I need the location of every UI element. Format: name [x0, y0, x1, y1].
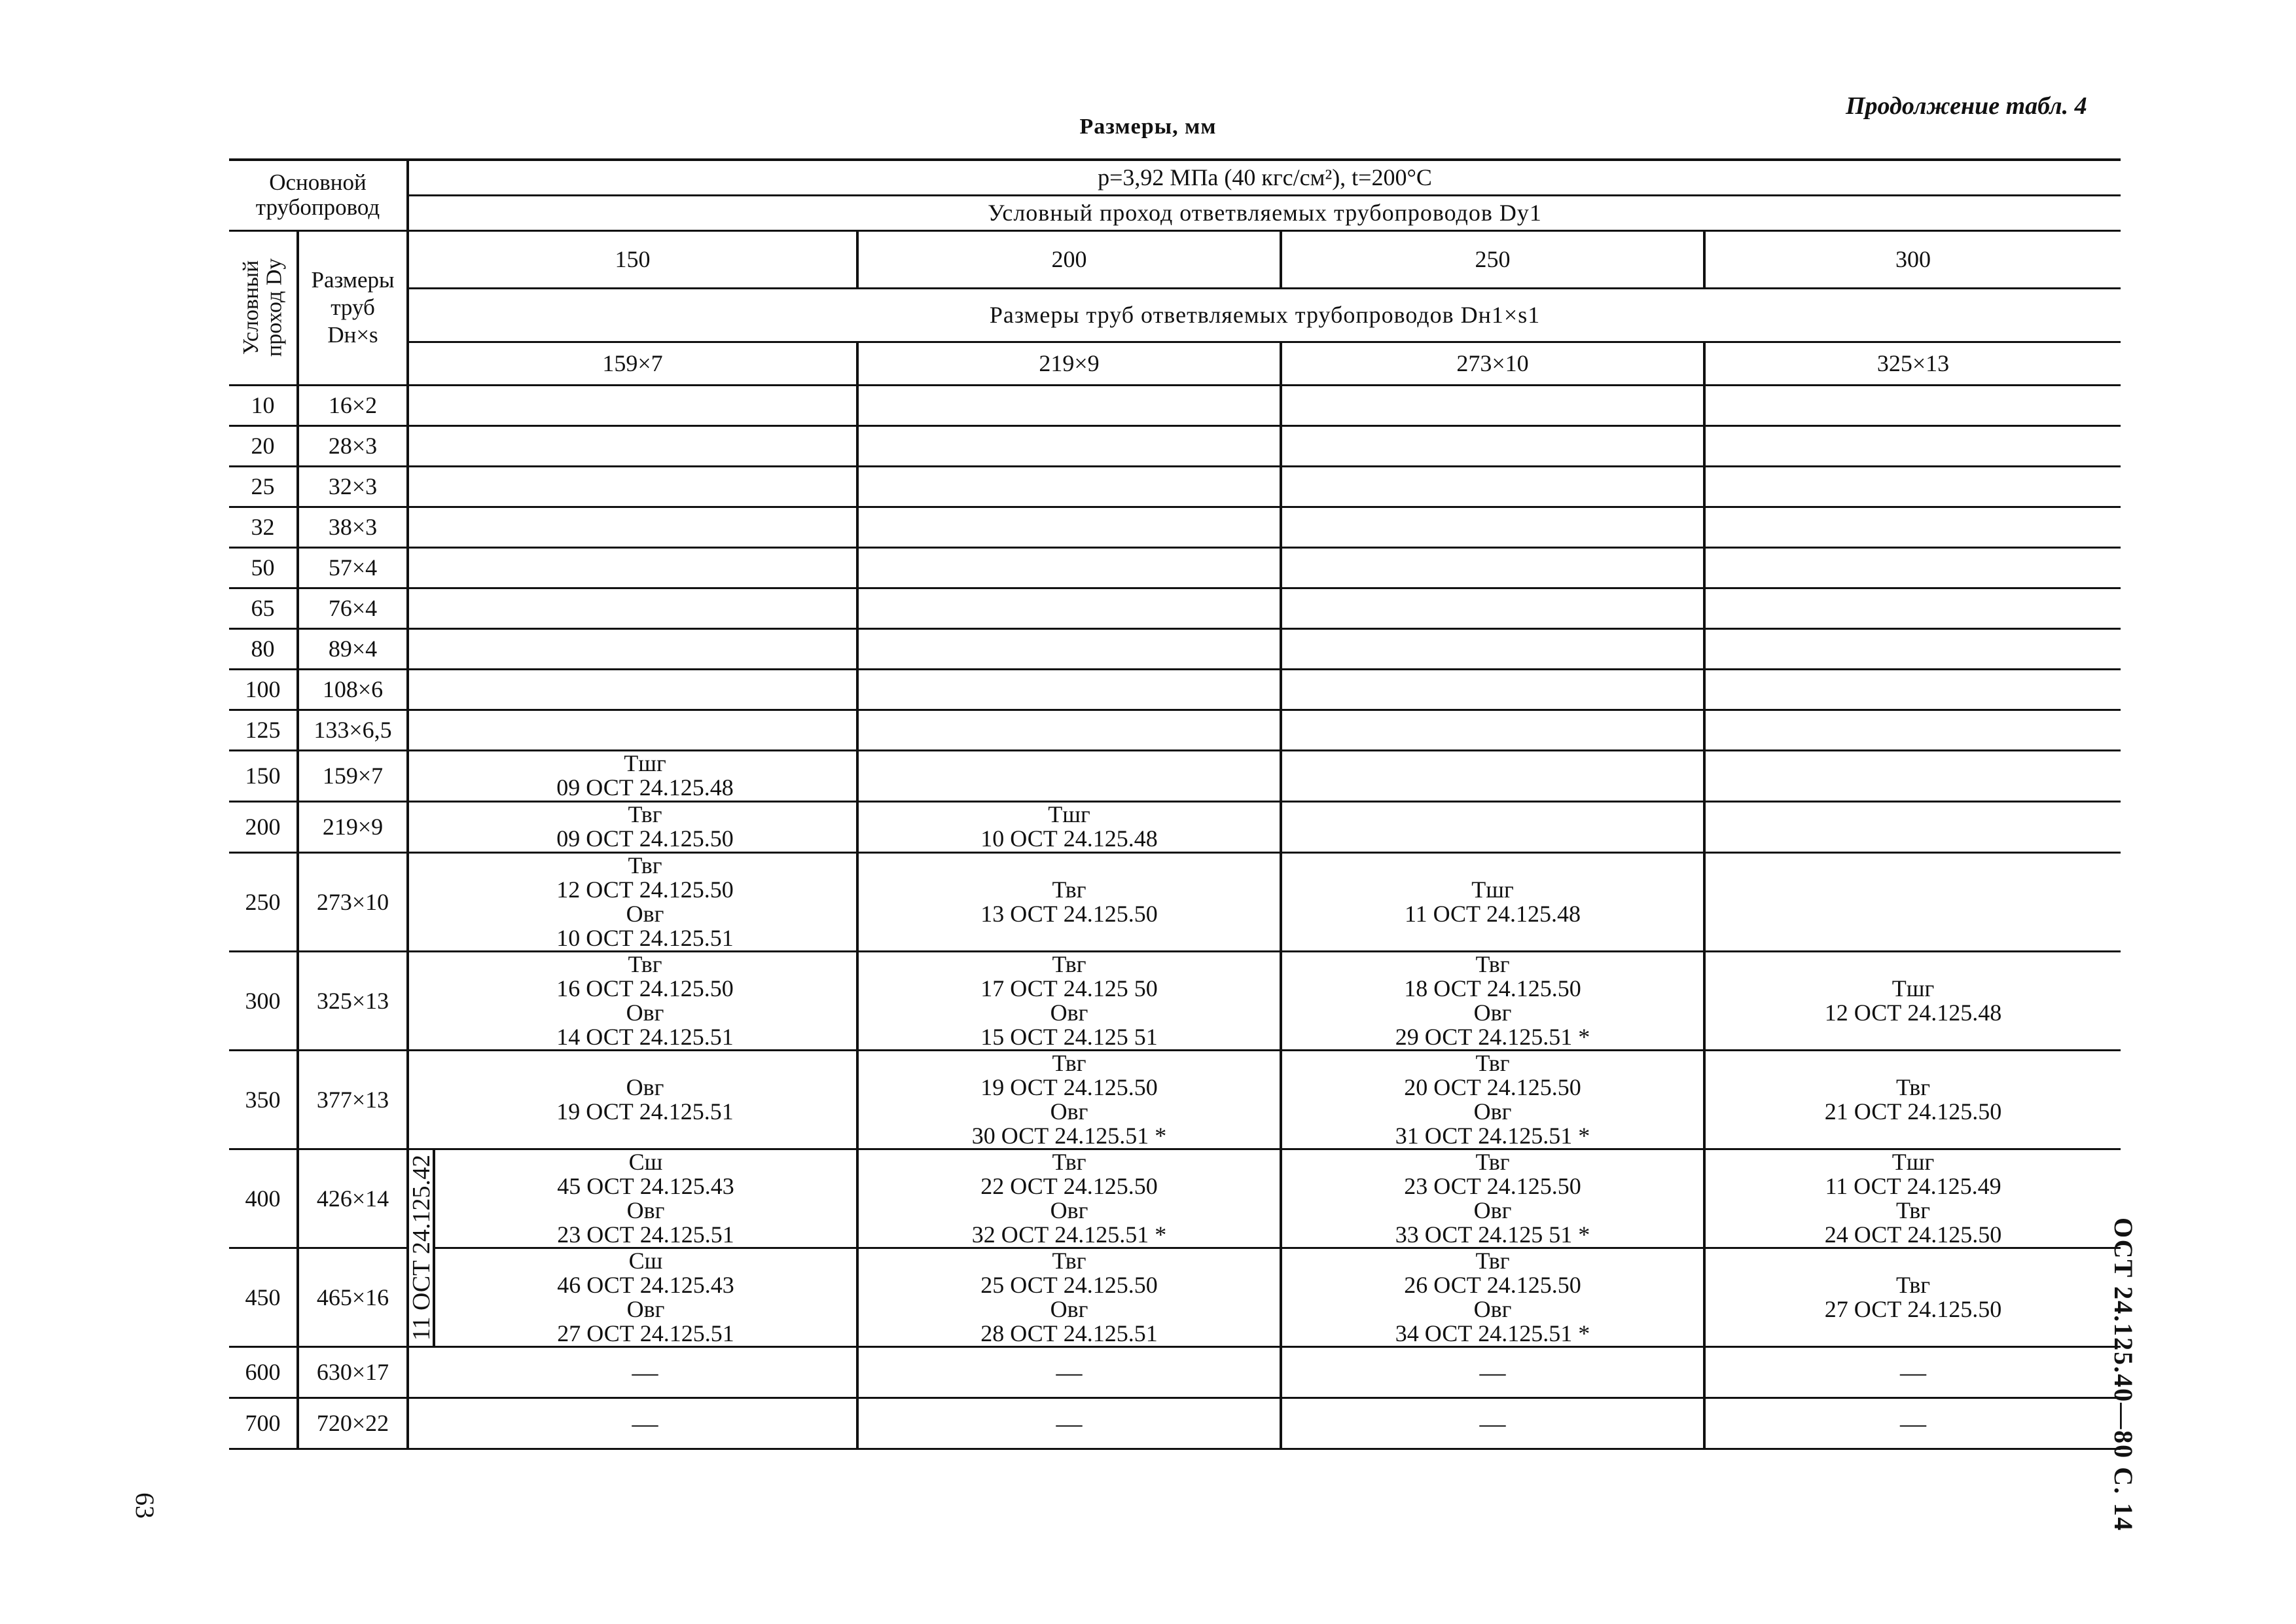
fitting-designation: 31 ОСТ 24.125.51 * — [1395, 1122, 1590, 1149]
fitting-designation: 12 ОСТ 24.125.50 — [556, 876, 734, 903]
row-nominal-bore: 20 — [229, 425, 298, 466]
fitting-designation: — — [1056, 1408, 1083, 1438]
fitting-type: Овг — [1473, 1295, 1512, 1322]
table-row — [229, 466, 2121, 507]
header-branch-sizes-label: Размеры труб ответвляемых трубопроводов Dн1×s1 — [989, 302, 1541, 328]
fitting-cell — [1704, 507, 2121, 547]
row-pipe-size: 89×4 — [298, 628, 408, 669]
fitting-cell — [1704, 385, 2121, 425]
header-pipe-325-label: 325×13 — [1876, 350, 1950, 376]
row-pipe-size: 465×16 — [298, 1248, 408, 1346]
header-main-pipeline — [229, 160, 408, 230]
row-pipe-size: 426×14 — [298, 1149, 408, 1248]
fitting-type: Твг — [1475, 950, 1510, 977]
spacer-cell — [408, 801, 434, 852]
fitting-cell — [434, 588, 857, 628]
fitting-designation: 11 ОСТ 24.125.48 — [1404, 900, 1581, 927]
fitting-cell — [1281, 1050, 1704, 1149]
fitting-cell — [1281, 588, 1704, 628]
fitting-designation: 22 ОСТ 24.125.50 — [980, 1172, 1158, 1199]
fitting-cell — [1704, 1248, 2121, 1346]
header-pipe-sizes-label: Размеры труб Dн×s — [311, 267, 395, 348]
row-pipe-size: 28×3 — [298, 425, 408, 466]
fitting-designation: 11 ОСТ 24.125.49 — [1825, 1172, 2001, 1199]
row-nominal-bore: 80 — [229, 628, 298, 669]
units-caption: Размеры, мм — [1079, 115, 1217, 139]
fitting-cell — [857, 507, 1281, 547]
fitting-cell — [1281, 507, 1704, 547]
fitting-designation: 18 ОСТ 24.125.50 — [1404, 975, 1581, 1001]
row-nominal-bore: 10 — [229, 385, 298, 425]
table-row — [229, 801, 2121, 852]
fitting-type: Овг — [626, 1295, 665, 1322]
table-row — [229, 710, 2121, 750]
fitting-cell — [434, 1248, 857, 1346]
fitting-designation: 21 ОСТ 24.125.50 — [1824, 1098, 2002, 1125]
spacer-cell — [408, 750, 434, 801]
table-continuation-note: Продолжение табл. 4 — [1846, 92, 2087, 120]
row-pipe-size: 159×7 — [298, 750, 408, 801]
fitting-type: Твг — [1475, 1247, 1510, 1274]
spacer-cell — [408, 1398, 434, 1449]
fitting-type: Тшг — [624, 750, 666, 776]
row-nominal-bore: 32 — [229, 507, 298, 547]
fitting-cell — [434, 466, 857, 507]
header-pipe-sizes — [298, 230, 408, 385]
fitting-cell — [1704, 425, 2121, 466]
fitting-cell — [1704, 466, 2121, 507]
header-dn-300-label: 300 — [1895, 246, 1931, 272]
fitting-cell — [857, 669, 1281, 710]
header-dn-150-label: 150 — [615, 246, 651, 272]
header-pipe-219 — [857, 342, 1281, 385]
header-branch-nominal-label: Условный проход ответвляемых трубопроводов Dу1 — [988, 200, 1542, 226]
fitting-designation: — — [632, 1357, 658, 1387]
fitting-type: Овг — [1050, 999, 1088, 1026]
special-standard-label: 11 ОСТ 24.125.42 — [408, 1154, 435, 1341]
fitting-cell — [1281, 628, 1704, 669]
fitting-cell — [1704, 801, 2121, 852]
fittings-table — [229, 158, 2121, 1450]
fitting-type: Тшг — [1048, 801, 1090, 827]
row-pipe-size: 325×13 — [298, 951, 408, 1050]
spacer-cell — [408, 951, 434, 1050]
header-pipe-159-label: 159×7 — [602, 350, 663, 376]
fitting-type: Тшг — [1892, 975, 1935, 1001]
header-conditions-label: p=3,92 МПа (40 кгс/см²), t=200°С — [1098, 164, 1432, 191]
fitting-designation: 23 ОСТ 24.125.50 — [1404, 1172, 1581, 1199]
fitting-cell — [1281, 425, 1704, 466]
document-code: ОСТ 24.125.40—80 С. 14 — [2109, 1218, 2138, 1532]
header-pipe-159 — [408, 342, 857, 385]
fitting-cell — [857, 385, 1281, 425]
fitting-cell — [857, 466, 1281, 507]
table-row — [229, 1346, 2121, 1398]
table-row — [229, 628, 2121, 669]
fitting-cell — [1281, 1346, 1704, 1398]
fitting-type: Твг — [1475, 1148, 1510, 1175]
row-nominal-bore: 700 — [229, 1398, 298, 1449]
fitting-type: Твг — [1052, 950, 1086, 977]
fitting-type: Овг — [626, 900, 664, 927]
header-dn-200 — [857, 230, 1281, 288]
fitting-designation: 16 ОСТ 24.125.50 — [556, 975, 734, 1001]
fitting-cell — [1281, 951, 1704, 1050]
fitting-cell — [434, 385, 857, 425]
spacer-cell — [408, 1346, 434, 1398]
row-nominal-bore: 200 — [229, 801, 298, 852]
table-row — [229, 1248, 2121, 1346]
spacer-cell — [408, 547, 434, 588]
row-nominal-bore: 350 — [229, 1050, 298, 1149]
header-nominal-bore — [229, 230, 298, 385]
fitting-cell — [434, 1050, 857, 1149]
fitting-type: Твг — [628, 801, 662, 827]
fitting-type: Твг — [1475, 1049, 1510, 1076]
row-pipe-size: 133×6,5 — [298, 710, 408, 750]
fitting-type: Твг — [1052, 1247, 1086, 1274]
row-pipe-size: 108×6 — [298, 669, 408, 710]
fitting-cell — [1704, 1398, 2121, 1449]
spacer-cell — [408, 669, 434, 710]
fitting-type: Твг — [1896, 1271, 1930, 1298]
fitting-designation: — — [632, 1408, 658, 1438]
header-dn-200-label: 200 — [1051, 246, 1087, 272]
fitting-cell — [857, 951, 1281, 1050]
row-nominal-bore: 25 — [229, 466, 298, 507]
fitting-cell — [857, 588, 1281, 628]
row-pipe-size: 720×22 — [298, 1398, 408, 1449]
fitting-cell — [1281, 852, 1704, 951]
fitting-cell — [434, 750, 857, 801]
fitting-designation: 32 ОСТ 24.125.51 * — [971, 1221, 1167, 1248]
row-nominal-bore: 450 — [229, 1248, 298, 1346]
fitting-cell — [1281, 1248, 1704, 1346]
table-row — [229, 425, 2121, 466]
fitting-designation: — — [1900, 1408, 1927, 1438]
fitting-designation: 10 ОСТ 24.125.48 — [980, 825, 1158, 852]
table-row — [229, 507, 2121, 547]
fitting-designation: — — [1056, 1357, 1083, 1387]
fitting-designation: 25 ОСТ 24.125.50 — [980, 1271, 1158, 1298]
fitting-cell — [1704, 1149, 2121, 1248]
table-row — [229, 669, 2121, 710]
fitting-type: Твг — [1896, 1197, 1930, 1223]
fitting-cell — [1281, 466, 1704, 507]
fitting-designation: 26 ОСТ 24.125.50 — [1404, 1271, 1581, 1298]
fitting-cell — [1704, 628, 2121, 669]
fitting-cell — [1281, 750, 1704, 801]
table-row — [229, 852, 2121, 951]
fitting-type: Сш — [628, 1247, 663, 1274]
fitting-type: Овг — [1050, 1098, 1088, 1125]
fitting-cell — [434, 1398, 857, 1449]
fitting-cell — [1281, 801, 1704, 852]
fitting-cell — [857, 750, 1281, 801]
fitting-cell — [857, 1398, 1281, 1449]
spacer-cell — [408, 385, 434, 425]
fitting-designation: 12 ОСТ 24.125.48 — [1824, 999, 2002, 1026]
row-nominal-bore: 65 — [229, 588, 298, 628]
fitting-type: Твг — [628, 852, 662, 878]
spacer-cell — [408, 710, 434, 750]
header-main-pipeline-label: Основной трубопровод — [255, 170, 380, 221]
page-number: 63 — [130, 1492, 160, 1519]
fitting-designation: 29 ОСТ 24.125.51 * — [1395, 1023, 1590, 1050]
fitting-cell — [1704, 1346, 2121, 1398]
row-pipe-size: 273×10 — [298, 852, 408, 951]
row-nominal-bore: 600 — [229, 1346, 298, 1398]
fitting-designation: 17 ОСТ 24.125 50 — [980, 975, 1158, 1001]
fitting-cell — [857, 710, 1281, 750]
fitting-designation: 19 ОСТ 24.125.50 — [980, 1074, 1158, 1100]
fitting-designation: 33 ОСТ 24.125 51 * — [1395, 1221, 1590, 1248]
fitting-type: Овг — [626, 1074, 664, 1100]
fitting-cell — [1704, 547, 2121, 588]
fitting-type: Овг — [1473, 1098, 1512, 1125]
fitting-designation: 14 ОСТ 24.125.51 — [556, 1023, 734, 1050]
fitting-designation: 27 ОСТ 24.125.51 — [557, 1320, 734, 1346]
fitting-designation: 13 ОСТ 24.125.50 — [980, 900, 1158, 927]
fitting-cell — [434, 951, 857, 1050]
row-nominal-bore: 150 — [229, 750, 298, 801]
row-pipe-size: 219×9 — [298, 801, 408, 852]
fitting-cell — [857, 547, 1281, 588]
header-pipe-273 — [1281, 342, 1704, 385]
fitting-cell — [1281, 385, 1704, 425]
fitting-type: Овг — [626, 1197, 665, 1223]
fitting-designation: 20 ОСТ 24.125.50 — [1404, 1074, 1581, 1100]
fitting-designation: 23 ОСТ 24.125.51 — [557, 1221, 734, 1248]
fitting-cell — [1704, 951, 2121, 1050]
fitting-type: Овг — [1473, 999, 1512, 1026]
fitting-cell — [434, 628, 857, 669]
fitting-type: Твг — [1052, 1148, 1086, 1175]
fitting-designation: 09 ОСТ 24.125.48 — [556, 774, 734, 801]
fitting-designation: 19 ОСТ 24.125.51 — [556, 1098, 734, 1125]
header-dn-250-label: 250 — [1475, 246, 1511, 272]
table-row — [229, 750, 2121, 801]
fitting-cell — [434, 1346, 857, 1398]
fitting-type: Сш — [628, 1148, 663, 1175]
fitting-cell — [1704, 750, 2121, 801]
fitting-cell — [857, 628, 1281, 669]
spacer-cell — [408, 628, 434, 669]
fitting-cell — [434, 801, 857, 852]
row-nominal-bore: 125 — [229, 710, 298, 750]
row-nominal-bore: 300 — [229, 951, 298, 1050]
fitting-type: Твг — [1896, 1074, 1930, 1100]
spacer-cell — [408, 588, 434, 628]
header-nominal-bore-label: Условный проход Dу — [238, 258, 287, 357]
fitting-cell — [857, 1248, 1281, 1346]
fitting-cell — [1704, 1050, 2121, 1149]
fitting-cell — [434, 710, 857, 750]
table-row — [229, 1149, 2121, 1248]
table-row — [229, 547, 2121, 588]
fitting-cell — [1281, 1149, 1704, 1248]
row-pipe-size: 16×2 — [298, 385, 408, 425]
fitting-cell — [857, 425, 1281, 466]
fitting-type: Твг — [1052, 876, 1086, 903]
fitting-type: Тшг — [1892, 1148, 1935, 1175]
fitting-designation: 34 ОСТ 24.125.51 * — [1395, 1320, 1590, 1346]
row-pipe-size: 630×17 — [298, 1346, 408, 1398]
fitting-cell — [1704, 669, 2121, 710]
fitting-designation: — — [1479, 1408, 1506, 1438]
fitting-designation: 15 ОСТ 24.125 51 — [980, 1023, 1158, 1050]
fitting-cell — [1281, 1398, 1704, 1449]
fitting-type: Овг — [1473, 1197, 1512, 1223]
fitting-cell — [857, 1346, 1281, 1398]
fitting-cell — [434, 547, 857, 588]
fitting-type: Тшг — [1471, 876, 1514, 903]
fitting-cell — [1704, 852, 2121, 951]
fitting-cell — [434, 852, 857, 951]
fitting-cell — [857, 1149, 1281, 1248]
row-pipe-size: 38×3 — [298, 507, 408, 547]
header-pipe-273-label: 273×10 — [1456, 350, 1529, 376]
fitting-cell — [1281, 669, 1704, 710]
header-conditions — [408, 160, 2121, 195]
header-pipe-219-label: 219×9 — [1039, 350, 1100, 376]
table-row — [229, 951, 2121, 1050]
fitting-cell — [1281, 547, 1704, 588]
header-dn-150 — [408, 230, 857, 288]
fitting-designation: 45 ОСТ 24.125.43 — [557, 1172, 734, 1199]
table-row — [229, 385, 2121, 425]
fitting-cell — [1704, 710, 2121, 750]
fitting-designation: 46 ОСТ 24.125.43 — [557, 1271, 734, 1298]
fitting-cell — [434, 425, 857, 466]
table-row — [229, 588, 2121, 628]
spacer-cell — [408, 852, 434, 951]
row-pipe-size: 76×4 — [298, 588, 408, 628]
fitting-cell — [1704, 588, 2121, 628]
fitting-designation: 09 ОСТ 24.125.50 — [556, 825, 734, 852]
row-pipe-size: 377×13 — [298, 1050, 408, 1149]
special-standard-column — [408, 1149, 434, 1346]
fitting-type: Овг — [1050, 1295, 1088, 1322]
fitting-cell — [434, 507, 857, 547]
spacer-cell — [408, 425, 434, 466]
fitting-cell — [1281, 710, 1704, 750]
spacer-cell — [408, 1050, 434, 1149]
header-dn-300 — [1704, 230, 2121, 288]
fitting-cell — [857, 801, 1281, 852]
fitting-designation: 10 ОСТ 24.125.51 — [556, 924, 734, 951]
fitting-cell — [434, 669, 857, 710]
spacer-cell — [408, 507, 434, 547]
row-nominal-bore: 100 — [229, 669, 298, 710]
row-pipe-size: 32×3 — [298, 466, 408, 507]
header-branch-nominal — [408, 195, 2121, 230]
fitting-designation: 28 ОСТ 24.125.51 — [980, 1320, 1158, 1346]
header-dn-250 — [1281, 230, 1704, 288]
table-row — [229, 1050, 2121, 1149]
fitting-type: Твг — [628, 950, 662, 977]
row-pipe-size: 57×4 — [298, 547, 408, 588]
fitting-type: Овг — [626, 999, 664, 1026]
spacer-cell — [408, 466, 434, 507]
row-nominal-bore: 400 — [229, 1149, 298, 1248]
fittings-table-container — [229, 158, 2121, 1450]
fitting-designation: 30 ОСТ 24.125.51 * — [971, 1122, 1167, 1149]
header-branch-sizes — [408, 288, 2121, 342]
fitting-type: Твг — [1052, 1049, 1086, 1076]
fitting-cell — [434, 1149, 857, 1248]
fitting-designation: — — [1900, 1357, 1927, 1387]
fitting-cell — [857, 1050, 1281, 1149]
table-row — [229, 1398, 2121, 1449]
header-pipe-325 — [1704, 342, 2121, 385]
fitting-cell — [857, 852, 1281, 951]
row-nominal-bore: 250 — [229, 852, 298, 951]
row-nominal-bore: 50 — [229, 547, 298, 588]
fitting-type: Овг — [1050, 1197, 1088, 1223]
fitting-designation: 27 ОСТ 24.125.50 — [1824, 1295, 2002, 1322]
fitting-designation: — — [1479, 1357, 1506, 1387]
fitting-designation: 24 ОСТ 24.125.50 — [1824, 1221, 2002, 1248]
